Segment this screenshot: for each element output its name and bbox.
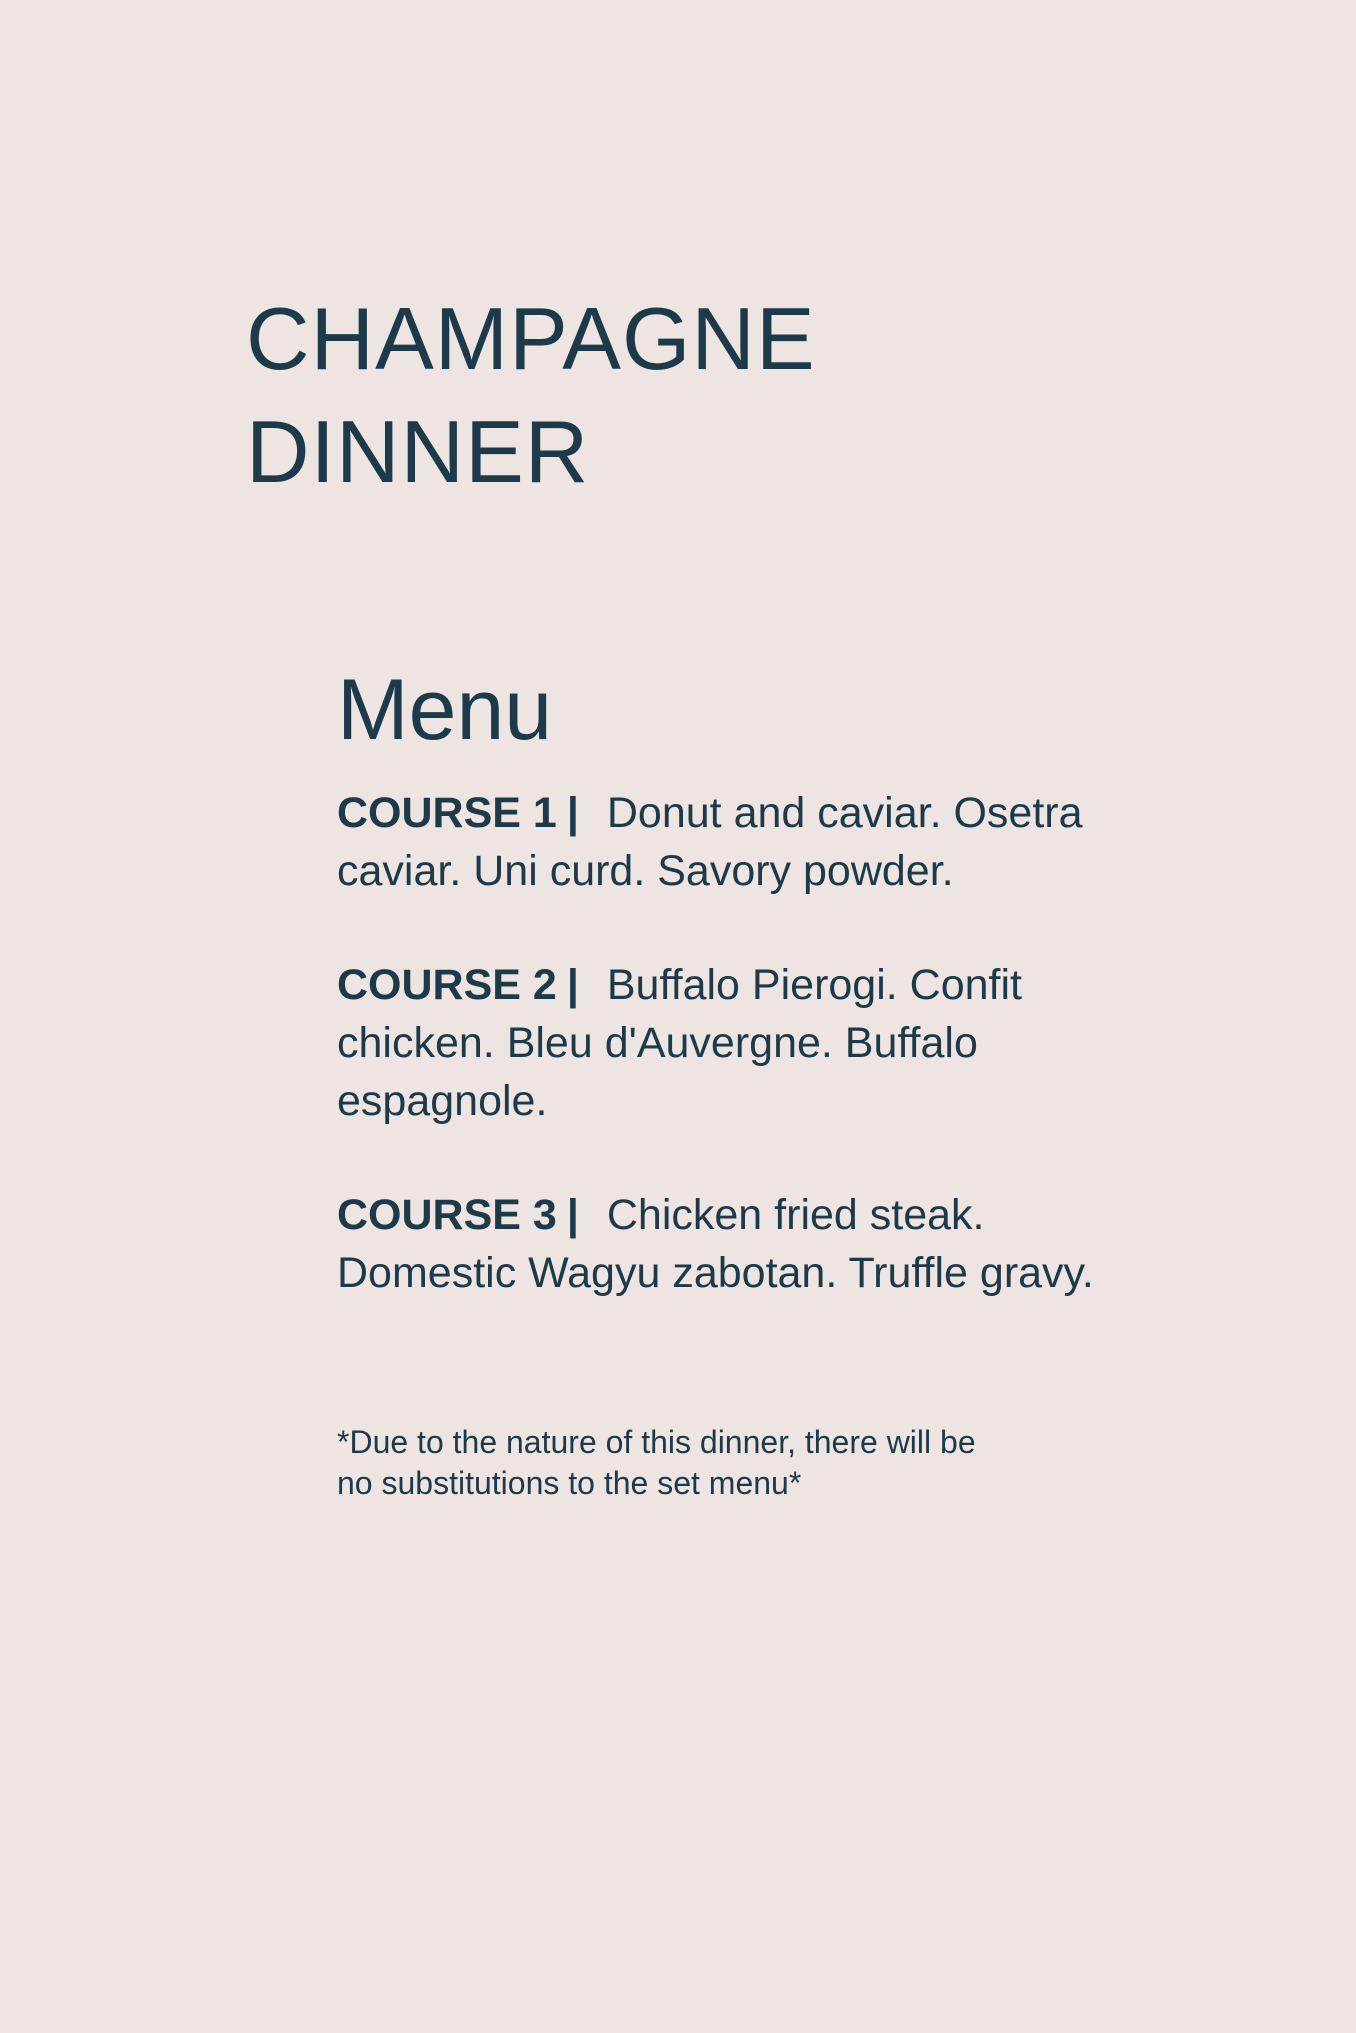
menu-heading: Menu: [337, 662, 553, 758]
course-separator: |: [566, 961, 579, 1009]
course-item-2: [337, 956, 1167, 1130]
title-line-1: CHAMPAGNE: [246, 289, 816, 388]
page-title: [246, 282, 1046, 508]
menu-section: [337, 660, 1167, 1358]
course-description: Chicken fried steak. Domestic Wagyu zabotan. Truffle gravy.: [337, 1191, 1094, 1297]
course-label: COURSE 1: [337, 789, 557, 837]
course-item-3: [337, 1186, 1167, 1302]
course-separator: |: [566, 789, 579, 837]
course-separator: |: [566, 1191, 579, 1239]
course-item-1: [337, 784, 1167, 900]
course-description: Donut and caviar. Osetra caviar. Uni curd. Savory powder.: [337, 789, 1083, 895]
course-description: Buffalo Pierogi. Confit chicken. Bleu d'Auvergne. Buffalo espagnole.: [337, 961, 1022, 1125]
title-line-2: DINNER: [246, 402, 590, 501]
course-label: COURSE 3: [337, 1191, 557, 1239]
course-label: COURSE 2: [337, 961, 557, 1009]
substitution-note: *Due to the nature of this dinner, there will be no substitutions to the set menu*: [337, 1424, 976, 1501]
